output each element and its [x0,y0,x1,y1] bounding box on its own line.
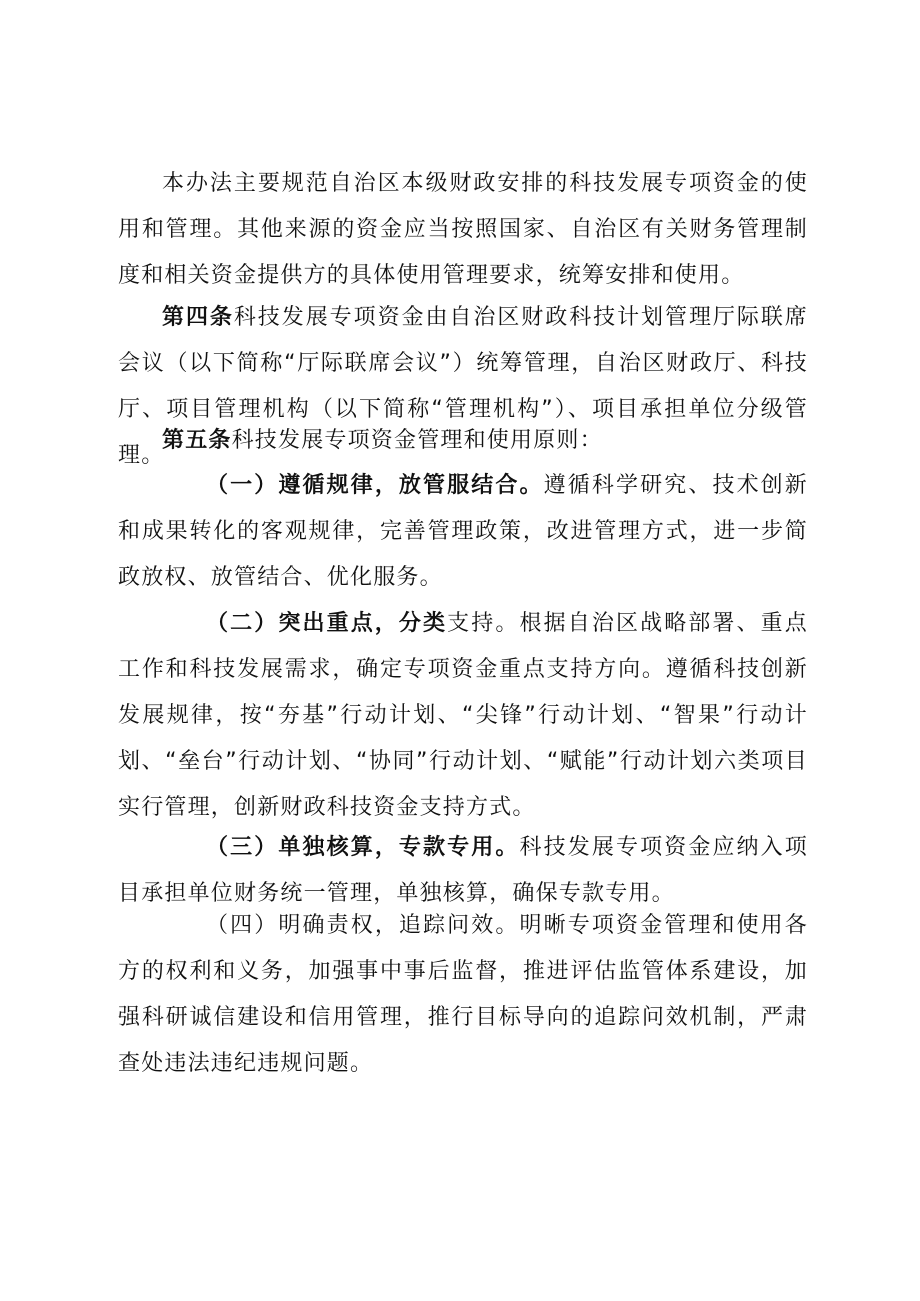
principle-1 [118,463,808,601]
paragraph-text: 科技发展专项资金管理和使用原则： [231,428,603,453]
paragraph-text: （四）明确责权，追踪问效。明晰专项资金管理和使用各方的权利和义务，加强事中事后监督，推进评估监管体系建设，加强科研诚信建设和信用管理，推行目标导向的追踪问效机制，严肃查处违法违纪违规问题。 [118,913,808,1076]
principle-heading: （三）单独核算，专款专用。 [206,835,520,860]
principle-heading: （一）遵循规律，放管服结合。 [206,473,544,498]
principle-heading: （二）突出重点，分类 [206,611,448,636]
principle-2 [118,601,808,831]
article-heading: 第五条 [162,428,232,453]
principle-4 [118,903,808,1087]
paragraph-article-5 [118,418,808,464]
paragraph-text: 支持。根据自治区战略部署、重点工作和科技发展需求，确定专项资金重点支持方向。遵循科技创新发展规律，按“夯基”行动计划、“尖锋”行动计划、“智果”行动计划、“垒台”行动计划、“协同”行动计划、“赋能”行动计划六类项目实行管理，创新财政科技资金支持方式。 [118,611,808,820]
paragraph-text: 遵循科学研究、技术创新和成果转化的客观规律，完善管理政策，改进管理方式，进一步简政放权、放管结合、优化服务。 [118,473,809,590]
article-heading: 第四条 [162,305,234,330]
paragraph-text: 科技发展专项资金由自治区财政科技计划管理厅际联席会议（以下简称“厅际联席会议”）统筹管理，自治区财政厅、科技厅、项目管理机构（以下简称“管理机构”）、项目承担单位分级管理。 [118,305,808,468]
paragraph-text: 科技发展专项资金应纳入项目承担单位财务统一管理，单独核算，确保专款专用。 [118,835,808,906]
paragraph-scope [118,161,808,299]
paragraph-text: 本办法主要规范自治区本级财政安排的科技发展专项资金的使用和管理。其他来源的资金应当按照国家、自治区有关财务管理制度和相关资金提供方的具体使用管理要求，统筹安排和使用。 [118,171,808,288]
